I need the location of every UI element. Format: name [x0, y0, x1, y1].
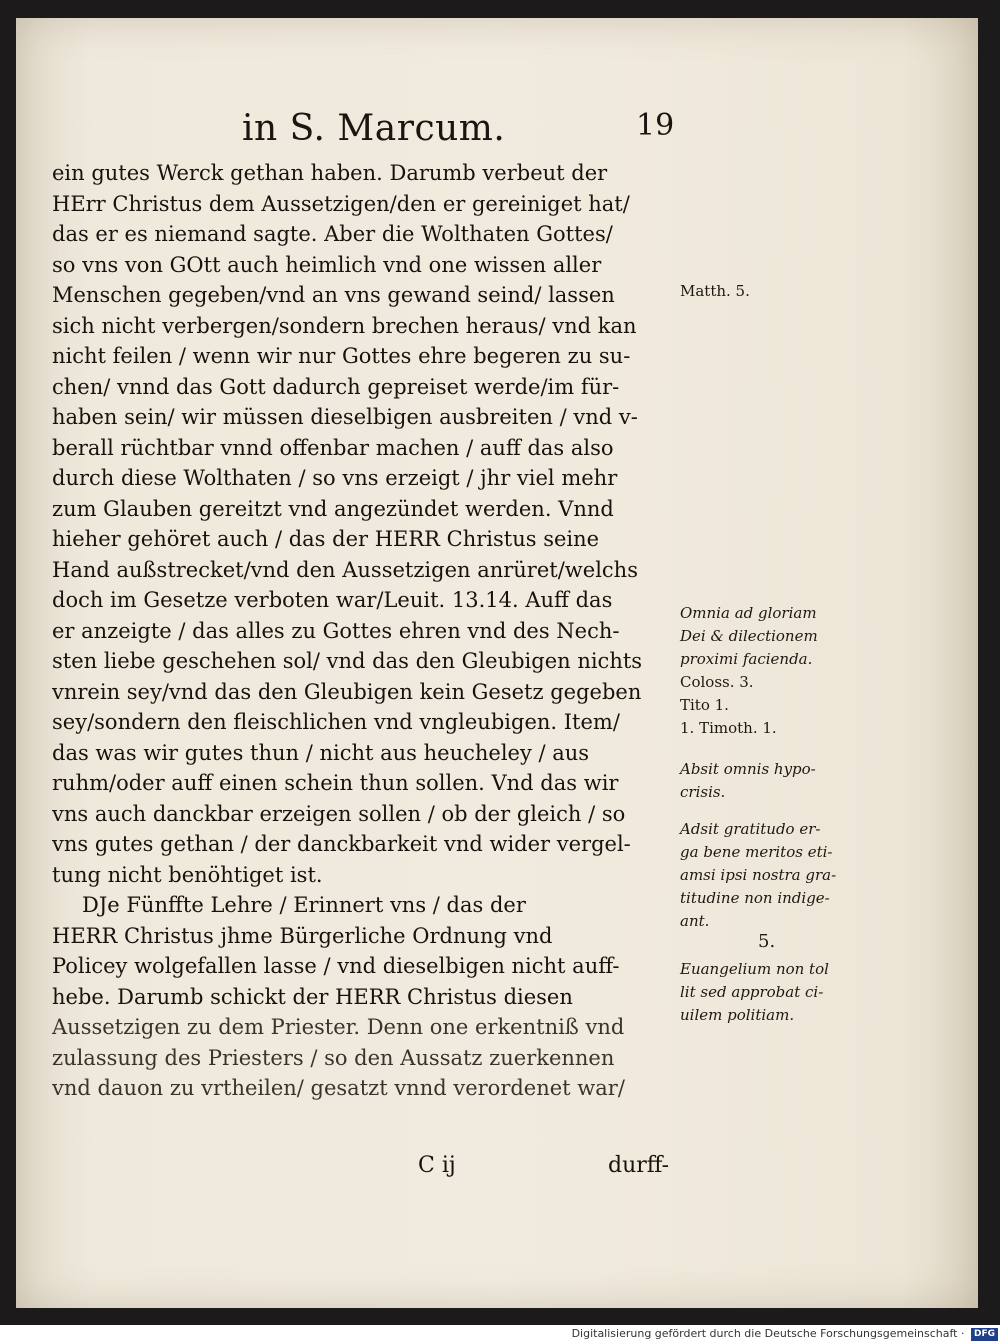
paragraph-start-line: DJe Fünffte Lehre / Erinnert vns / das der — [82, 893, 526, 917]
text-line: vns gutes gethan / der danckbarkeit vnd wider vergel- — [52, 832, 631, 856]
text-line: ruhm/oder auff einen schein thun sollen. Vnd das wir — [52, 771, 619, 795]
credit-text: Digitalisierung gefördert durch die Deutsche Forschungsgemeinschaft · — [571, 1327, 965, 1340]
margin-note-politia — [680, 958, 980, 1027]
margin-note-hypocrisis — [680, 758, 980, 804]
text-line: berall rüchtbar vnnd offenbar machen / auff das also — [52, 435, 614, 460]
text-line: haben sein/ wir müssen dieselbigen ausbreiten / vnd v- — [52, 405, 638, 429]
text-line: doch im Gesetze verboten war/Leuit. 13.14. Auff das — [52, 588, 613, 612]
text-line: Policey wolgefallen lasse / vnd dieselbigen nicht auff- — [52, 954, 620, 978]
body-text — [52, 158, 682, 1104]
text-line: Hand außstrecket/vnd den Aussetzigen anrüret/welchs — [52, 557, 638, 582]
book-page — [16, 18, 978, 1308]
text-line: sich nicht verbergen/sondern brechen heraus/ vnd kan — [52, 313, 637, 338]
margin-note-line: 1. Timoth. 1. — [680, 719, 777, 737]
margin-note-line: Euangelium non tol — [680, 960, 829, 978]
margin-note-line: proximi facienda. — [680, 650, 813, 668]
text-line: tung nicht benöhtiget ist. — [52, 862, 323, 887]
text-line: zum Glauben gereitzt vnd angezündet werden. Vnnd — [52, 496, 614, 521]
margin-note-gratitudo — [680, 818, 980, 933]
margin-note-line: Dei & dilectionem — [680, 627, 818, 645]
page-footer — [52, 1153, 682, 1183]
margin-note-line: Coloss. 3. — [680, 673, 754, 691]
page-number: 19 — [636, 108, 675, 143]
margin-note-line: 5. — [758, 931, 776, 952]
text-line: vnrein sey/vnd das den Gleubigen kein Gesetz gegeben — [52, 679, 642, 704]
margin-note-line: uilem politiam. — [680, 1006, 795, 1024]
text-line: ein gutes Werck gethan haben. Darumb verbeut der — [52, 161, 608, 185]
text-line: so vns von GOtt auch heimlich vnd one wissen aller — [52, 252, 602, 277]
text-line: er anzeigte / das alles zu Gottes ehren vnd des Nech- — [52, 618, 620, 643]
margin-note-matth — [680, 280, 980, 303]
text-line: zulassung des Priesters / so den Aussatz zuerkennen — [52, 1045, 615, 1070]
margin-note-line: ga bene meritos eti- — [680, 843, 833, 861]
text-line: sey/sondern den fleischlichen vnd vngleubigen. Item/ — [52, 710, 620, 734]
text-line: vnd dauon zu vrtheilen/ gesatzt vnnd verordenet war/ — [52, 1076, 625, 1100]
margin-note-line: Omnia ad gloriam — [680, 604, 817, 622]
text-line: nicht feilen / wenn wir nur Gottes ehre begeren zu su- — [52, 344, 631, 368]
text-line: hebe. Darumb schickt der HERR Christus diesen — [52, 984, 573, 1009]
digitization-credit — [572, 1326, 998, 1342]
margin-note-line: titudine non indige- — [680, 889, 830, 907]
margin-note-line: crisis. — [680, 783, 726, 801]
margin-note-line: Tito 1. — [680, 696, 729, 714]
signature-mark: C ij — [418, 1153, 456, 1178]
margin-note-line: lit sed approbat ci- — [680, 983, 824, 1001]
margin-note-line: Adsit gratitudo er- — [680, 820, 821, 838]
running-title: in S. Marcum. — [242, 108, 506, 149]
text-line: HERR Christus jhme Bürgerliche Ordnung vnd — [52, 923, 553, 948]
margin-note-line: amsi ipsi nostra gra- — [680, 866, 837, 884]
text-line: das was wir gutes thun / nicht aus heucheley / aus — [52, 740, 590, 765]
text-line: das er es niemand sagte. Aber die Wolthaten Gottes/ — [52, 222, 613, 246]
text-line: Aussetzigen zu dem Priester. Denn one erkentniß vnd — [52, 1015, 625, 1039]
margin-note-number — [758, 930, 1000, 953]
text-line: chen/ vnnd das Gott dadurch gepreiset werde/im für- — [52, 374, 620, 399]
text-line: hieher gehöret auch / das der HERR Christus seine — [52, 527, 600, 551]
dfg-logo-icon: DFG — [971, 1328, 998, 1341]
margin-note-gloria — [680, 602, 980, 740]
text-line: Menschen gegeben/vnd an vns gewand seind/ lassen — [52, 283, 615, 307]
margin-note-line: Matth. 5. — [680, 282, 750, 300]
margin-note-line: ant. — [680, 912, 710, 930]
margin-note-line: Absit omnis hypo- — [680, 760, 816, 778]
catchword: durff- — [608, 1153, 670, 1178]
text-line: vns auch danckbar erzeigen sollen / ob der gleich / so — [52, 801, 626, 826]
text-line: HErr Christus dem Aussetzigen/den er gereiniget hat/ — [52, 191, 630, 216]
text-line: durch diese Wolthaten / so vns erzeigt / jhr viel mehr — [52, 466, 618, 490]
running-head — [16, 108, 978, 158]
text-line: sten liebe geschehen sol/ vnd das den Gleubigen nichts — [52, 649, 643, 673]
